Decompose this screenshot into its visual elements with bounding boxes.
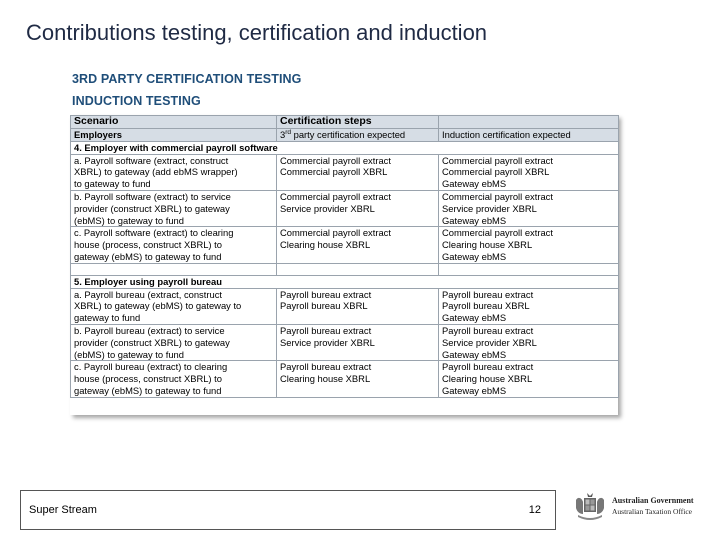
cell-line: Commercial payroll extract <box>280 154 391 166</box>
cell-line: Payroll bureau extract <box>280 324 372 336</box>
cell-line: c. Payroll software (extract) to clearing <box>74 227 234 239</box>
cell-line: Gateway ebMS <box>442 384 507 396</box>
cell-line: XBRL) to gateway (add ebMS wrapper) <box>74 166 238 178</box>
cell-line: gateway (ebMS) to gateway to fund <box>74 384 222 396</box>
table-row <box>71 227 619 263</box>
subheader-3rd-party <box>277 129 439 142</box>
table-row <box>71 324 619 360</box>
cell-line: Payroll bureau extract <box>280 361 372 373</box>
cell-line: Gateway ebMS <box>442 312 507 324</box>
cell-line: Commercial payroll XBRL <box>280 166 388 178</box>
subheader-induction: Induction certification expected <box>439 129 619 142</box>
subheading-certification: 3RD PARTY CERTIFICATION TESTING <box>72 72 302 86</box>
subheader-3rd-party-text: party certification expected <box>291 129 406 140</box>
cell-line: Gateway ebMS <box>442 250 507 262</box>
cell-line: a. Payroll software (extract, construct <box>74 154 229 166</box>
induction-cell <box>439 288 619 324</box>
scenario-cell <box>71 227 277 263</box>
cell-line: Commercial payroll extract <box>280 227 391 239</box>
table-row <box>71 361 619 397</box>
scenario-table <box>70 115 618 415</box>
cell-line: Clearing house XBRL <box>442 373 533 385</box>
cell-line: gateway to fund <box>74 312 141 324</box>
certification-cell <box>277 288 439 324</box>
cell-line: house (process, construct XBRL) to <box>74 373 222 385</box>
certification-cell <box>277 154 439 190</box>
cell-line: Payroll bureau extract <box>280 288 372 300</box>
scenario-cell <box>71 154 277 190</box>
logo-text-ato: Australian Taxation Office <box>612 507 693 516</box>
scenario-cell <box>71 288 277 324</box>
cell-line: Commercial payroll extract <box>442 227 553 239</box>
cell-line: Gateway ebMS <box>442 348 507 360</box>
certification-cell <box>277 227 439 263</box>
header-blank <box>439 116 619 129</box>
certification-cell <box>277 361 439 397</box>
scenario-cell <box>71 324 277 360</box>
cell-line: (ebMS) to gateway to fund <box>74 214 184 226</box>
cell-line: Gateway ebMS <box>442 214 507 226</box>
cell-line: house (process, construct XBRL) to <box>74 239 222 251</box>
page-number: 12 <box>528 504 541 516</box>
cell-line: Commercial payroll extract <box>442 154 553 166</box>
certification-cell <box>277 324 439 360</box>
header-scenario: Scenario <box>71 116 277 129</box>
cell-line: Clearing house XBRL <box>280 239 371 251</box>
cell-line: Service provider XBRL <box>280 202 375 214</box>
induction-cell <box>439 227 619 263</box>
cell-line: provider (construct XBRL) to gateway <box>74 336 230 348</box>
subheadings <box>72 68 302 112</box>
table-row <box>71 288 619 324</box>
ordinal-suffix: rd <box>285 128 291 136</box>
cell-line: Payroll bureau XBRL <box>280 300 368 312</box>
coat-of-arms-icon <box>572 490 608 524</box>
cell-line: Gateway ebMS <box>442 178 507 190</box>
induction-cell <box>439 324 619 360</box>
ordinal-number: 3 <box>280 129 286 140</box>
table-row <box>71 154 619 190</box>
cell-line: Payroll bureau extract <box>442 361 534 373</box>
table-row <box>71 190 619 226</box>
cell-line: Clearing house XBRL <box>280 373 371 385</box>
induction-cell <box>439 361 619 397</box>
cell-line: Service provider XBRL <box>280 336 375 348</box>
cell-line: c. Payroll bureau (extract) to clearing <box>74 361 228 373</box>
cell-line: to gateway to fund <box>74 178 151 190</box>
footer-bar <box>20 490 556 530</box>
logo-text-government: Australian Government <box>612 496 694 505</box>
cell-line: Commercial payroll extract <box>442 190 553 202</box>
section-title: 4. Employer with commercial payroll software <box>71 141 619 154</box>
cell-line: provider (construct XBRL) to gateway <box>74 202 230 214</box>
cell-line: (ebMS) to gateway to fund <box>74 348 184 360</box>
scenario-cell <box>71 190 277 226</box>
subheader-employers: Employers <box>71 129 277 142</box>
cell-line: Commercial payroll extract <box>280 190 391 202</box>
induction-cell <box>439 190 619 226</box>
spacer-row <box>71 263 619 275</box>
cell-line: gateway (ebMS) to gateway to fund <box>74 250 222 262</box>
cell-line: XBRL) to gateway (ebMS) to gateway to <box>74 300 242 312</box>
cell-line: Payroll bureau extract <box>442 288 534 300</box>
scenario-cell <box>71 361 277 397</box>
slide-title: Contributions testing, certification and induction <box>26 20 488 45</box>
cell-line: b. Payroll bureau (extract) to service <box>74 324 225 336</box>
cell-line: Service provider XBRL <box>442 336 537 348</box>
ato-logo <box>572 490 702 524</box>
certification-cell <box>277 190 439 226</box>
section-row-commercial <box>71 141 619 154</box>
table-header-row <box>71 116 619 129</box>
section-title: 5. Employer using payroll bureau <box>71 275 619 288</box>
footer-label: Super Stream <box>29 504 97 516</box>
table-subheader-row <box>71 129 619 142</box>
header-certification-steps: Certification steps <box>277 116 439 129</box>
section-row-bureau <box>71 275 619 288</box>
induction-cell <box>439 154 619 190</box>
cell-line: Commercial payroll XBRL <box>442 166 550 178</box>
cell-line: Service provider XBRL <box>442 202 537 214</box>
subheading-induction: INDUCTION TESTING <box>72 94 201 108</box>
cell-line: Clearing house XBRL <box>442 239 533 251</box>
cell-line: Payroll bureau extract <box>442 324 534 336</box>
cell-line: b. Payroll software (extract) to service <box>74 190 231 202</box>
cell-line: Payroll bureau XBRL <box>442 300 530 312</box>
cell-line: a. Payroll bureau (extract, construct <box>74 288 222 300</box>
